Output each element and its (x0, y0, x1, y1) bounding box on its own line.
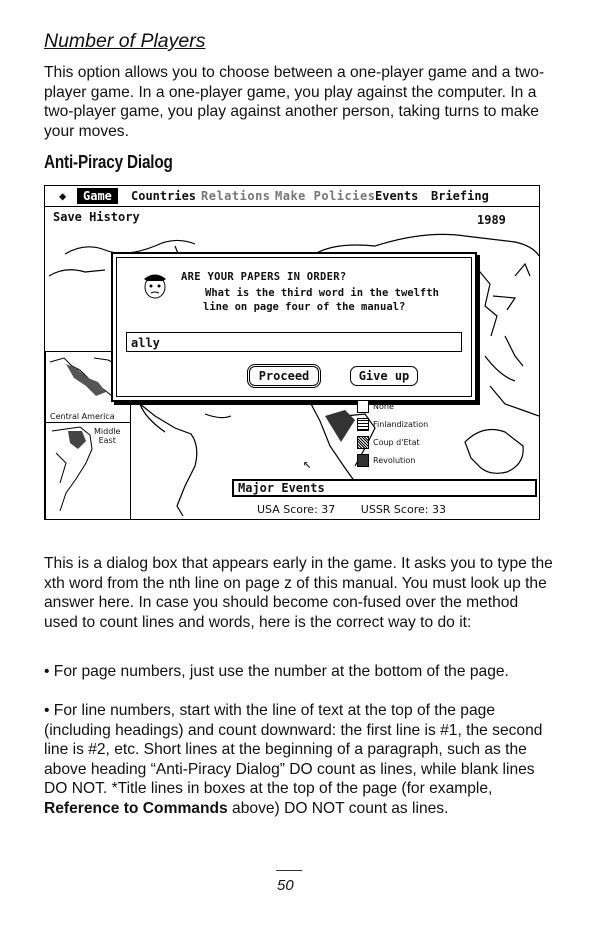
legend-finlandization (357, 418, 428, 431)
legend-coup (357, 436, 420, 449)
page-number-rule (276, 870, 302, 871)
answer-input[interactable]: ally (126, 332, 462, 352)
bullet-line-numbers-tail: above) DO NOT count as lines. (227, 799, 449, 817)
usa-score: USA Score: 37 (257, 503, 336, 516)
officer-face-icon (141, 270, 169, 300)
game-screenshot (44, 185, 540, 520)
heading-number-of-players: Number of Players (44, 30, 206, 52)
save-history-item[interactable]: Save History (53, 210, 140, 224)
legend-none (357, 400, 394, 413)
menu-briefing[interactable]: Briefing (431, 189, 489, 203)
bullet-line-numbers-text: • For line numbers, start with the line of text at the top of the page (including headings) and count downward: the first line is #1, the second line is #2, etc. Short lines at the beginning of a paragraph, such as the above heading “Anti-Piracy Dialog” DO count as lines, while blank lines DO NOT. *Title lines in boxes at the top of the page (for example, (44, 702, 543, 797)
inset-label-middle-east (94, 427, 120, 445)
inset-middle-east[interactable] (45, 422, 131, 520)
proceed-button[interactable]: Proceed (247, 364, 321, 388)
legend-label-none: None (373, 402, 394, 411)
page-number: 50 (277, 877, 294, 894)
menu-game[interactable]: Game (77, 188, 118, 204)
bullet-line-numbers (44, 701, 559, 818)
heading-anti-piracy-dialog: Anti-Piracy Dialog (44, 152, 173, 172)
dialog-inner-frame (116, 257, 472, 397)
dialog-question-line1: What is the third word in the twelfth (205, 287, 439, 299)
score-line (257, 503, 468, 516)
bullet-page-numbers: • For page numbers, just use the number at the bottom of the page. (44, 663, 509, 680)
paragraph-number-of-players: This option allows you to choose between a one-player game and a two-player game. In a one-player game, you play against the computer. In a two-player game, you play against another person, taking turns to make your moves. (44, 64, 545, 140)
menu-countries[interactable]: Countries (131, 189, 197, 203)
legend-swatch-revolution (357, 454, 369, 467)
give-up-button[interactable]: Give up (350, 366, 418, 386)
bullet-line-numbers-bold: Reference to Commands (44, 799, 228, 817)
ussr-score: USSR Score: 33 (360, 503, 446, 516)
legend-label-finlandization: Finlandization (373, 420, 429, 429)
arrow-cursor-icon: ↖ (303, 456, 312, 472)
menu-make-policies[interactable]: Make Policies (275, 189, 376, 203)
menu-bar (45, 186, 539, 207)
year-display: 1989 (477, 213, 506, 227)
inset-label-middle: Middle (94, 427, 121, 436)
dialog-title: ARE YOUR PAPERS IN ORDER? (181, 271, 347, 283)
menu-relations[interactable]: Relations (201, 189, 271, 203)
inset-label-east: East (98, 436, 116, 445)
legend-swatch-coup (357, 436, 369, 449)
dialog-question-line2: line on page four of the manual? (203, 301, 406, 313)
legend-label-coup: Coup d'Etat (373, 438, 420, 447)
legend-swatch-none (357, 400, 369, 413)
major-events-bar[interactable]: Major Events (232, 479, 537, 497)
apple-icon[interactable]: ◆ (59, 189, 67, 203)
menu-events[interactable]: Events (375, 189, 419, 203)
legend-swatch-finlandization (357, 418, 369, 431)
legend-revolution (357, 454, 415, 467)
paragraph-dialog-explanation: This is a dialog box that appears early in the game. It asks you to type the xth word from the nth line on page z of this manual. You must look up the answer here. In case you should become con-fused over the method used to count lines and words, here is the correct way to do it: (44, 555, 553, 631)
anti-piracy-dialog (111, 252, 477, 402)
inset-label-central-america: Central America (50, 412, 115, 421)
legend-label-revolution: Revolution (373, 456, 416, 465)
